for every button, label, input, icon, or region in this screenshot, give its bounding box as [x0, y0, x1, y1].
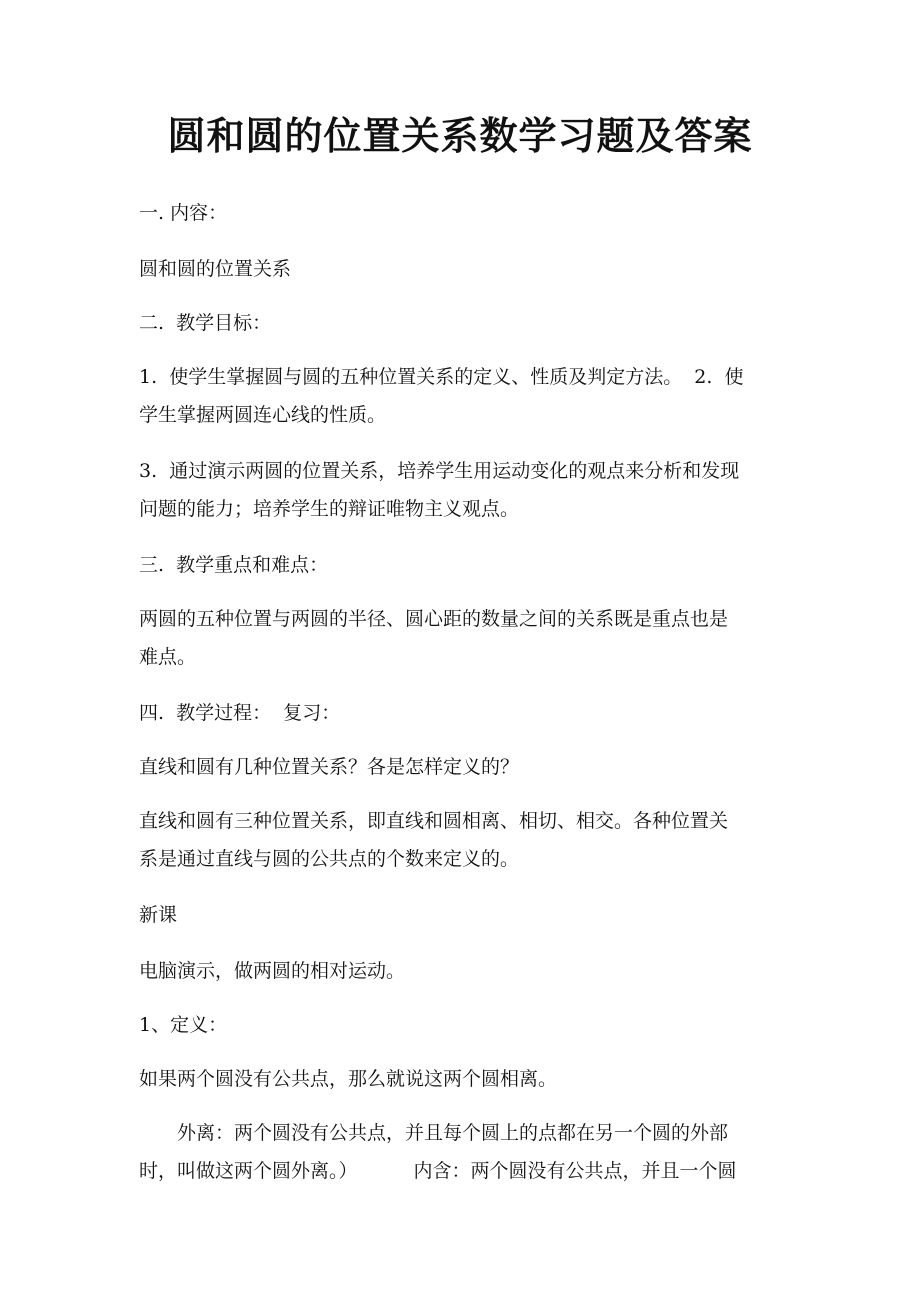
- section-heading-goals: [139, 304, 785, 342]
- paragraph-demo: [139, 952, 785, 990]
- paragraph-line: 如果两个圆没有公共点，那么就说这两个圆相离。: [139, 1068, 558, 1090]
- paragraph-review-answer: [139, 802, 785, 878]
- paragraph-line: 四. 教学过程： 复习：: [139, 702, 341, 724]
- paragraph-line: 三. 教学重点和难点：: [139, 554, 329, 576]
- paragraph-text: 内含：两个圆没有公共点，并且一个圆: [413, 1160, 737, 1182]
- paragraph-text: 时，叫做这两个圆外离。）: [139, 1160, 358, 1182]
- paragraph-line: 1. 使学生掌握圆与圆的五种位置关系的定义、性质及判定方法。 2. 使: [139, 366, 744, 388]
- paragraph-line: 一. 内容：: [139, 202, 228, 224]
- paragraph-definition-heading: [139, 1006, 785, 1044]
- paragraph-line: 问题的能力；培养学生的辩证唯物主义观点。: [139, 498, 520, 520]
- paragraph-definition-separate: [139, 1060, 785, 1098]
- paragraph-key-points: [139, 600, 785, 676]
- paragraph-review-question: [139, 748, 785, 786]
- paragraph-line: [139, 1152, 785, 1190]
- paragraph-line: 系是通过直线与圆的公共点的个数来定义的。: [139, 848, 520, 870]
- paragraph-line: 两圆的五种位置与两圆的半径、圆心距的数量之间的关系既是重点也是: [139, 608, 729, 630]
- paragraph-goals-1-2: [139, 358, 785, 434]
- paragraph-line: 圆和圆的位置关系: [139, 258, 292, 280]
- paragraph-line: 学生掌握两圆连心线的性质。: [139, 404, 387, 426]
- section-heading-content: [139, 194, 785, 232]
- section-heading-key-points: [139, 546, 785, 584]
- paragraph-line: 直线和圆有几种位置关系？各是怎样定义的？: [139, 756, 520, 778]
- paragraph-line: 电脑演示，做两圆的相对运动。: [139, 960, 406, 982]
- paragraph-line: 二. 教学目标：: [139, 312, 272, 334]
- paragraph-line: 难点。: [139, 646, 197, 668]
- paragraph-line: [139, 1114, 785, 1152]
- paragraph-line: 新课: [139, 904, 178, 926]
- section-heading-process: [139, 694, 785, 732]
- paragraph-goal-3: [139, 452, 785, 528]
- paragraph-external-internal: [139, 1114, 785, 1190]
- paragraph-line: 3. 通过演示两圆的位置关系，培养学生用运动变化的观点来分析和发现: [139, 460, 740, 482]
- paragraph-content-text: [139, 250, 785, 288]
- document-title: 圆和圆的位置关系数学习题及答案: [167, 113, 753, 158]
- paragraph-line: 直线和圆有三种位置关系，即直线和圆相离、相切、相交。各种位置关: [139, 810, 729, 832]
- paragraph-text: 外离：两个圆没有公共点，并且每个圆上的点都在另一个圆的外部: [177, 1122, 729, 1144]
- paragraph-line: 1、定义：: [139, 1014, 228, 1036]
- paragraph-new-lesson: [139, 896, 785, 934]
